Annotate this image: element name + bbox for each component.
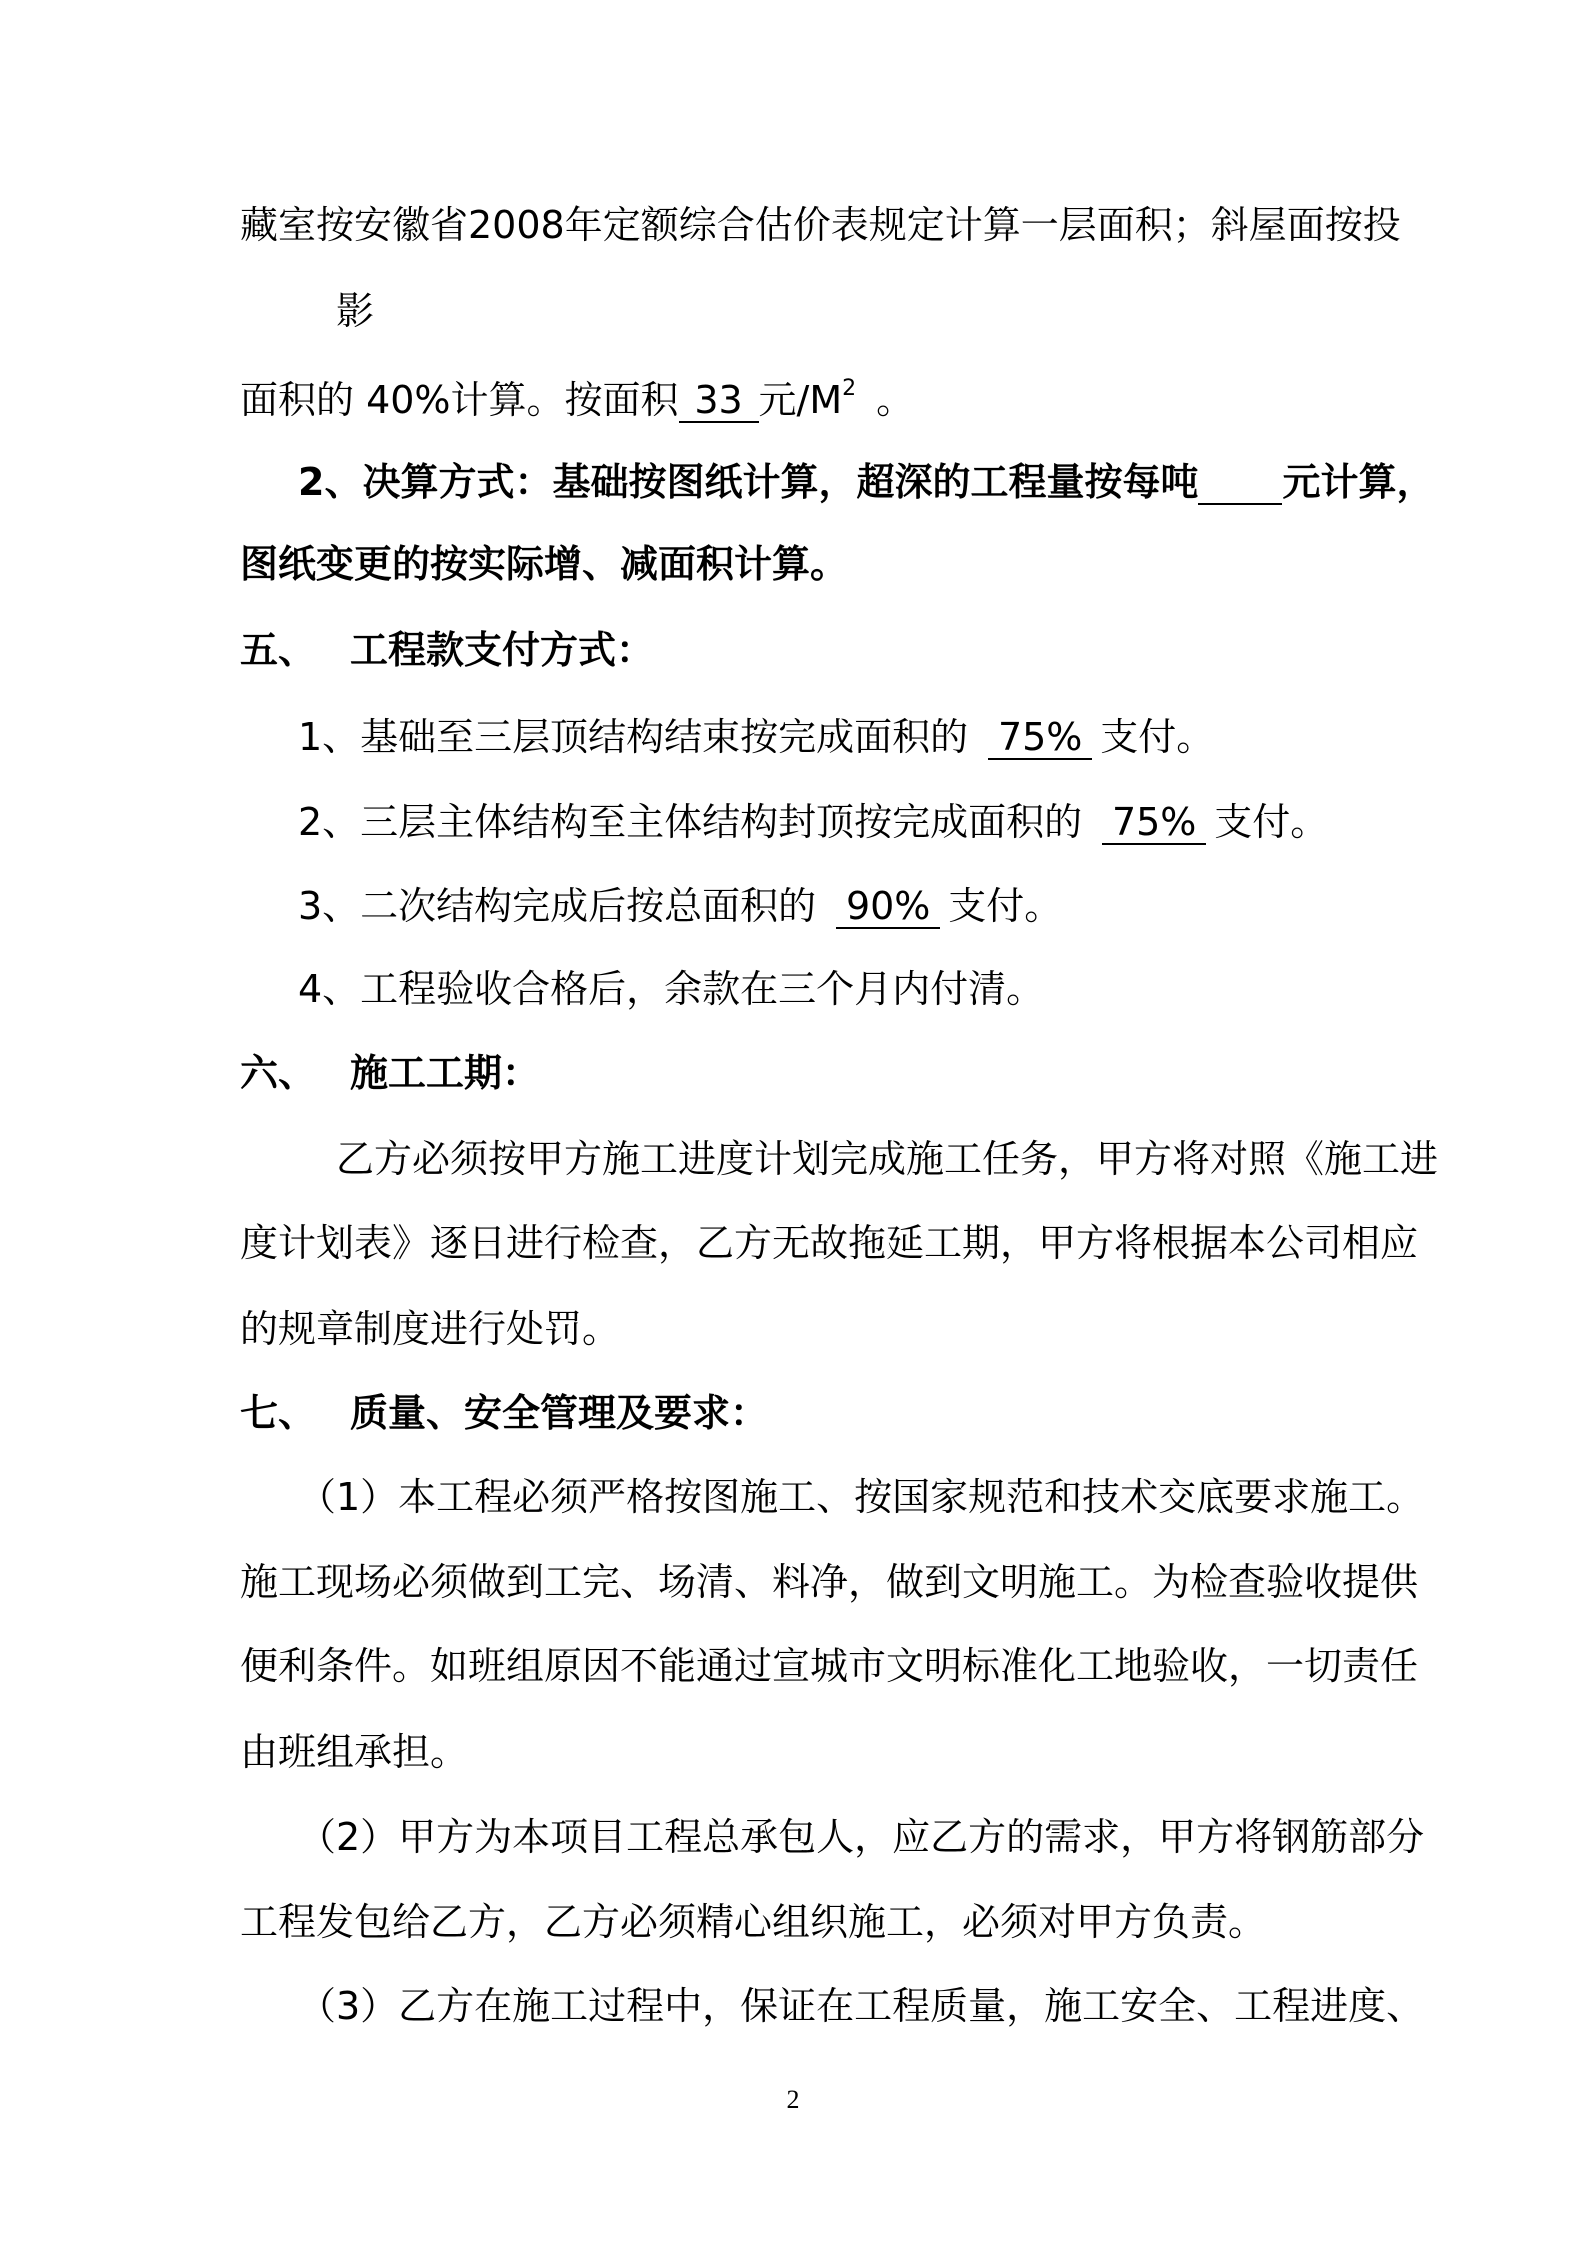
text-line: （2）甲方为本项目工程总承包人，应乙方的需求，甲方将钢筋部分 (298, 1815, 1425, 1859)
text-line: 度计划表》逐日进行检查，乙方无故拖延工期，甲方将根据本公司相应 (240, 1221, 1419, 1265)
list-item (298, 884, 1063, 929)
text-line: 便利条件。如班组原因不能通过宣城市文明标准化工地验收，一切责任 (240, 1644, 1419, 1688)
text-line (240, 378, 914, 423)
text-segment: 。 (876, 378, 915, 422)
text-line: （1）本工程必须严格按图施工、按国家规范和技术交底要求施工。 (298, 1475, 1425, 1519)
text-line: 藏室按安徽省2008年定额综合估价表规定计算一层面积；斜屋面按投 (240, 203, 1401, 247)
page-number: 2 (786, 2085, 800, 2114)
section-heading (240, 628, 655, 672)
text-line: （3）乙方在施工过程中，保证在工程质量，施工安全、工程进度、 (298, 1984, 1425, 2028)
unit-text: 元/M (758, 378, 843, 422)
text-line: 的规章制度进行处罚。 (240, 1307, 621, 1351)
section-title: 质量、安全管理及要求： (350, 1391, 769, 1435)
filled-blank: 33 (679, 381, 759, 423)
text-line: 影 (336, 289, 375, 333)
text-line: 图纸变更的按实际增、减面积计算。 (240, 542, 849, 586)
list-item (298, 715, 1215, 760)
text-line: 施工现场必须做到工完、场清、料净，做到文明施工。为检查验收提供 (240, 1560, 1419, 1604)
list-item (298, 800, 1329, 845)
section-number: 五、 (240, 628, 317, 672)
text-line: 乙方必须按甲方施工进度计划完成施工任务，甲方将对照《施工进 (336, 1137, 1439, 1181)
text-segment: 面积的 40%计算。按面积 (240, 378, 679, 422)
text-segment: 支付。 (948, 884, 1063, 928)
filled-blank: 90% (836, 887, 940, 929)
filled-blank: 75% (1102, 803, 1206, 845)
text-segment: 支付。 (1214, 800, 1329, 844)
text-segment: 元计算， (1282, 460, 1435, 504)
text-segment: 2、决算方式：基础按图纸计算，超深的工程量按每吨 (298, 460, 1199, 504)
text-segment: 2、三层主体结构至主体结构封顶按完成面积的 (298, 800, 1083, 844)
list-item: 4、工程验收合格后，余款在三个月内付清。 (298, 967, 1045, 1011)
text-segment: 1、基础至三层顶结构结束按完成面积的 (298, 715, 969, 759)
text-line: 工程发包给乙方，乙方必须精心组织施工，必须对甲方负责。 (240, 1900, 1267, 1944)
section-heading (240, 1391, 769, 1435)
text-line (298, 460, 1435, 505)
section-title: 施工工期： (350, 1051, 541, 1095)
superscript: 2 (842, 376, 857, 401)
text-segment: 支付。 (1100, 715, 1215, 759)
section-number: 七、 (240, 1391, 317, 1435)
section-heading (240, 1051, 541, 1095)
text-line: 由班组承担。 (240, 1730, 469, 1774)
filled-blank: 75% (988, 718, 1092, 760)
section-title: 工程款支付方式： (350, 628, 655, 672)
section-number: 六、 (240, 1051, 317, 1095)
empty-blank (1198, 463, 1282, 505)
text-segment: 3、二次结构完成后按总面积的 (298, 884, 817, 928)
